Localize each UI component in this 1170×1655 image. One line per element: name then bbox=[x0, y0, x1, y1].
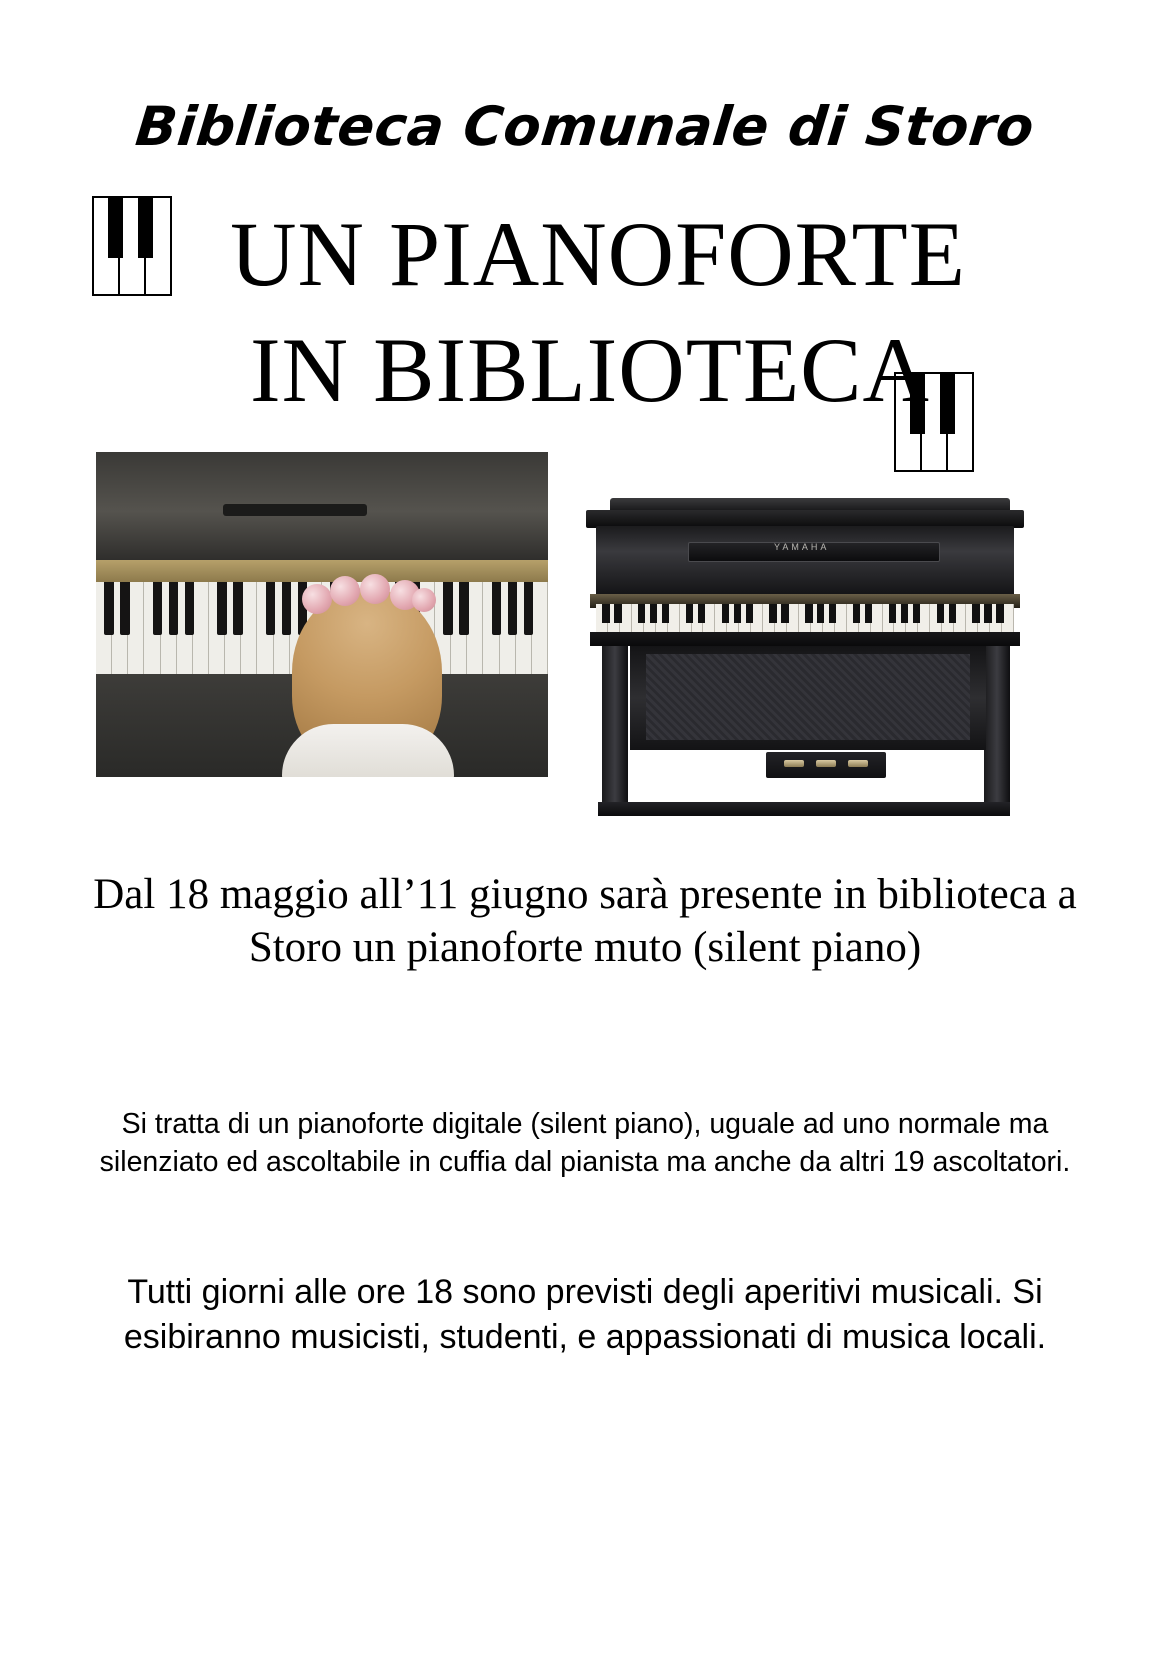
key bbox=[787, 604, 799, 634]
key bbox=[451, 582, 467, 674]
key bbox=[990, 604, 1002, 634]
key bbox=[596, 604, 608, 634]
piano-lower-body bbox=[630, 646, 986, 750]
flower bbox=[360, 574, 390, 604]
key bbox=[680, 604, 692, 634]
pedal bbox=[784, 760, 804, 767]
key bbox=[727, 604, 739, 634]
key bbox=[918, 604, 930, 634]
silent-piano-photo bbox=[570, 490, 1040, 835]
key bbox=[715, 604, 727, 634]
schedule-paragraph: Tutti giorni alle ore 18 sono previsti degli aperitivi musicali. Si esibiranno musicisti, studenti, e appassionati di musica locali. bbox=[123, 1273, 1047, 1356]
flower bbox=[412, 588, 436, 612]
piano-topboard bbox=[96, 452, 548, 560]
key bbox=[799, 604, 811, 634]
key bbox=[954, 604, 966, 634]
key bbox=[835, 604, 847, 634]
key bbox=[483, 582, 499, 674]
key bbox=[467, 582, 483, 674]
title-line-1: UN PIANOFORTE bbox=[230, 203, 966, 305]
piano-key-front bbox=[590, 632, 1020, 646]
key bbox=[906, 604, 918, 634]
key bbox=[128, 582, 144, 674]
key bbox=[966, 604, 978, 634]
key bbox=[775, 604, 787, 634]
key bbox=[847, 604, 859, 634]
key bbox=[209, 582, 225, 674]
key bbox=[500, 582, 516, 674]
lead-paragraph: Dal 18 maggio all’11 giugno sarà presente in biblioteca a Storo un pianoforte muto (silent piano) bbox=[93, 871, 1077, 971]
key bbox=[692, 604, 704, 634]
key bbox=[1002, 604, 1014, 634]
piano-upper-panel bbox=[596, 526, 1014, 598]
girl-dress bbox=[282, 724, 454, 777]
key bbox=[241, 582, 257, 674]
key bbox=[193, 582, 209, 674]
piano-brand-label: YAMAHA bbox=[774, 542, 830, 552]
key bbox=[112, 582, 128, 674]
key bbox=[177, 582, 193, 674]
key bbox=[656, 604, 668, 634]
key bbox=[894, 604, 906, 634]
key bbox=[942, 604, 954, 634]
key bbox=[632, 604, 644, 634]
key bbox=[644, 604, 656, 634]
key bbox=[225, 582, 241, 674]
title-line-2: IN BIBLIOTECA bbox=[250, 319, 930, 421]
key bbox=[516, 582, 532, 674]
page-title bbox=[0, 196, 1170, 428]
flower bbox=[302, 584, 332, 614]
piano-leg-left bbox=[602, 646, 628, 812]
key bbox=[703, 604, 715, 634]
flower bbox=[330, 576, 360, 606]
key bbox=[930, 604, 942, 634]
key bbox=[883, 604, 895, 634]
flower-crown bbox=[300, 576, 436, 610]
piano-pedals bbox=[766, 752, 886, 778]
pedal bbox=[848, 760, 868, 767]
key bbox=[257, 582, 273, 674]
key bbox=[739, 604, 751, 634]
piano-speaker-cloth bbox=[646, 654, 970, 740]
key bbox=[859, 604, 871, 634]
description-paragraph: Si tratta di un pianoforte digitale (silent piano), uguale ad uno normale ma silenziato ed ascoltabile in cuffia dal pianista ma anche da altri 19 ascoltatori. bbox=[99, 1108, 1071, 1178]
key bbox=[668, 604, 680, 634]
key bbox=[96, 582, 112, 674]
key bbox=[751, 604, 763, 634]
key bbox=[823, 604, 835, 634]
key bbox=[532, 582, 548, 674]
organization-title: Biblioteca Comunale di Storo bbox=[132, 95, 1038, 158]
girl-at-piano-photo bbox=[96, 452, 548, 777]
piano-slot bbox=[223, 504, 368, 516]
key bbox=[978, 604, 990, 634]
key bbox=[811, 604, 823, 634]
key bbox=[161, 582, 177, 674]
piano-base bbox=[598, 802, 1010, 816]
key bbox=[871, 604, 883, 634]
key bbox=[620, 604, 632, 634]
pedal bbox=[816, 760, 836, 767]
piano-leg-right bbox=[984, 646, 1010, 812]
key bbox=[144, 582, 160, 674]
key bbox=[763, 604, 775, 634]
key bbox=[274, 582, 290, 674]
piano-keyboard bbox=[596, 604, 1014, 634]
key bbox=[608, 604, 620, 634]
